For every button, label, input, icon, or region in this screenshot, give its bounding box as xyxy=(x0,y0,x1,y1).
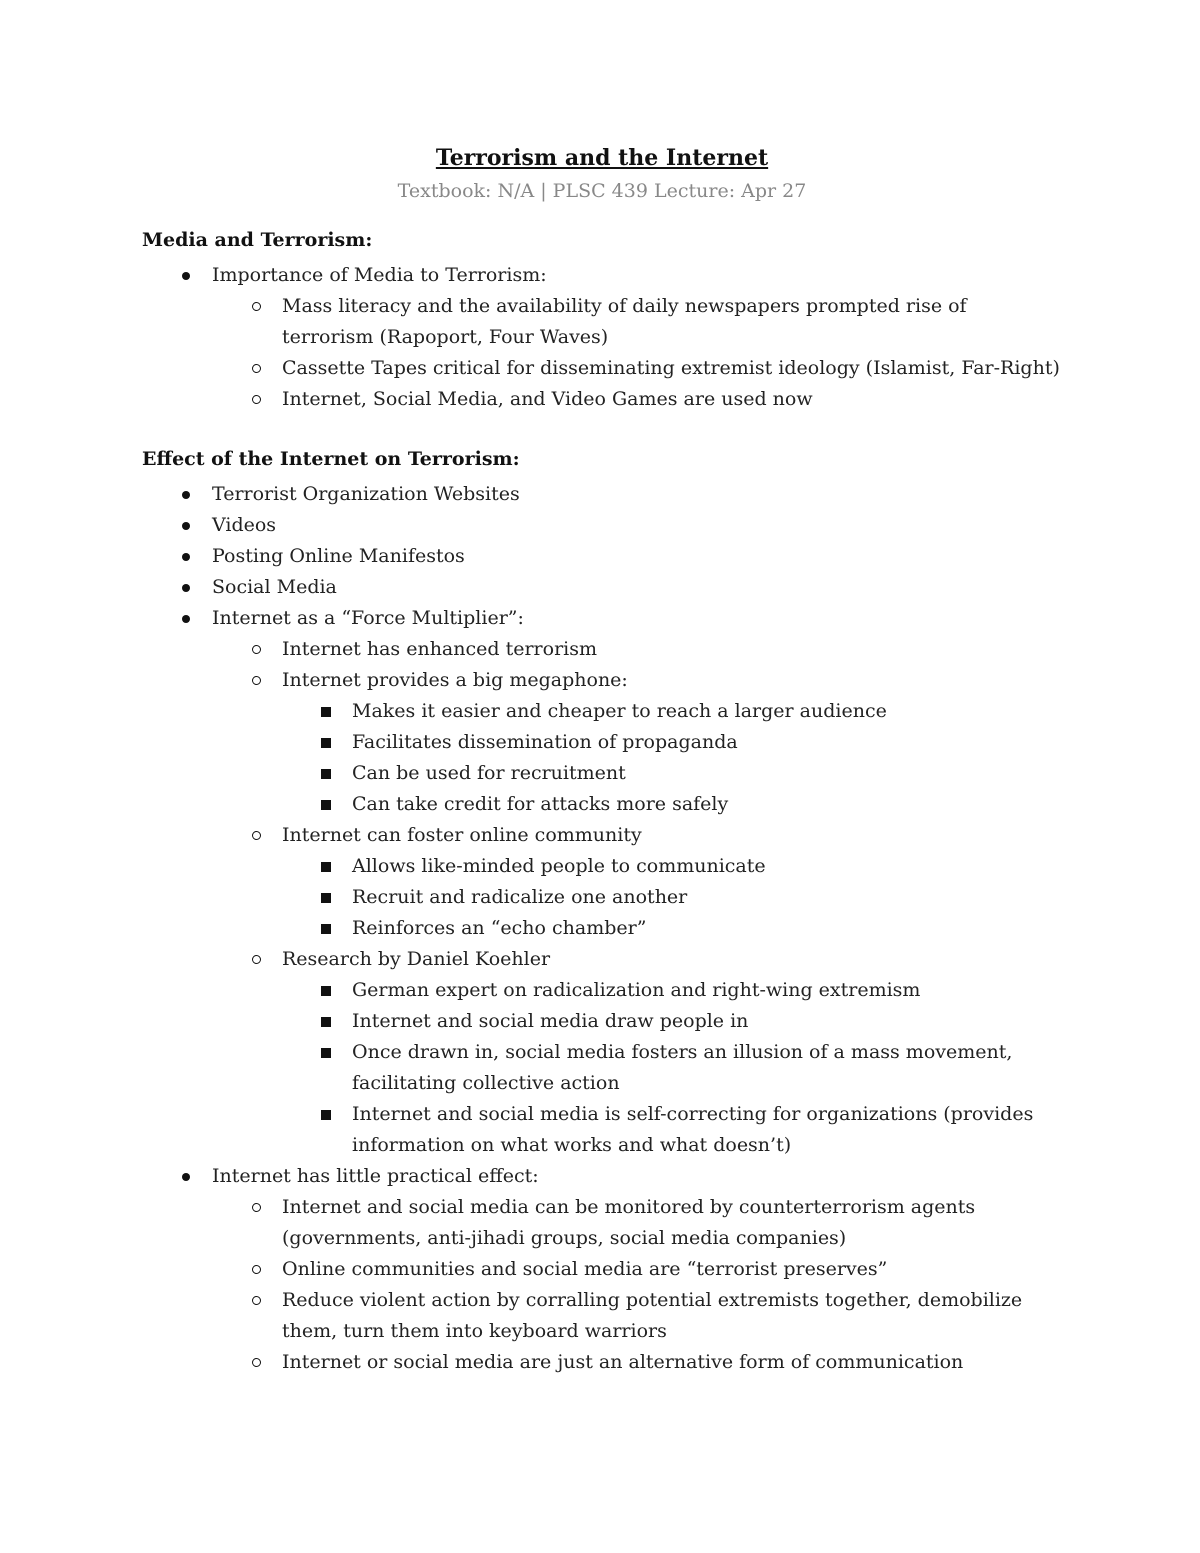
document-title: Terrorism and the Internet xyxy=(435,145,769,171)
list-item xyxy=(282,913,1062,944)
list-item xyxy=(142,260,1062,415)
list-item-text: Can be used for recruitment xyxy=(352,762,626,784)
bullet-circle-icon xyxy=(246,1347,266,1378)
section-heading: Effect of the Internet on Terrorism: xyxy=(142,448,520,470)
list-item xyxy=(142,479,1062,510)
list-item xyxy=(142,603,1062,1161)
bullet-list-level-1 xyxy=(142,479,1062,1378)
bullet-disc-icon xyxy=(176,260,196,291)
list-item-text: Internet and social media can be monitored by counterterrorism agents (governments, anti-jihadi groups, social media companies) xyxy=(282,1196,976,1249)
bullet-square-icon xyxy=(316,696,336,727)
bullet-circle-icon xyxy=(246,291,266,322)
bullet-circle-icon xyxy=(246,353,266,384)
document-subtitle: Textbook: N/A | PLSC 439 Lecture: Apr 27 xyxy=(397,180,807,202)
bullet-square-icon xyxy=(316,1037,336,1068)
list-item xyxy=(282,1037,1062,1099)
bullet-square-icon xyxy=(316,851,336,882)
list-item-text: Cassette Tapes critical for disseminating extremist ideology (Islamist, Far-Right) xyxy=(282,357,1060,379)
list-item-text: Posting Online Manifestos xyxy=(212,545,465,567)
list-item-text: Facilitates dissemination of propaganda xyxy=(352,731,738,753)
bullet-circle-icon xyxy=(246,1285,266,1316)
bullet-square-icon xyxy=(316,975,336,1006)
bullet-disc-icon xyxy=(176,603,196,634)
bullet-square-icon xyxy=(316,1099,336,1130)
list-item xyxy=(212,820,1062,944)
list-item xyxy=(282,727,1062,758)
document-body xyxy=(142,224,1062,1378)
bullet-circle-icon xyxy=(246,1192,266,1223)
list-item xyxy=(142,510,1062,541)
list-item-text: Internet and social media draw people in xyxy=(352,1010,749,1032)
list-item xyxy=(212,353,1062,384)
list-item xyxy=(212,291,1062,353)
list-item-text: Can take credit for attacks more safely xyxy=(352,793,729,815)
list-item xyxy=(282,696,1062,727)
list-item-text: Internet and social media is self-correcting for organizations (provides information on what works and what doesn’t) xyxy=(352,1103,1034,1156)
list-item-text: Social Media xyxy=(212,576,337,598)
list-item xyxy=(282,882,1062,913)
bullet-circle-icon xyxy=(246,384,266,415)
list-item xyxy=(212,665,1062,820)
bullet-square-icon xyxy=(316,913,336,944)
section xyxy=(142,443,1062,1378)
list-item-text: Internet has little practical effect: xyxy=(212,1165,539,1187)
list-item-text: Internet, Social Media, and Video Games are used now xyxy=(282,388,813,410)
bullet-square-icon xyxy=(316,789,336,820)
bullet-list-level-2 xyxy=(142,1192,1062,1378)
section-heading: Media and Terrorism: xyxy=(142,229,373,251)
bullet-circle-icon xyxy=(246,820,266,851)
list-item-text: Online communities and social media are “terrorist preserves” xyxy=(282,1258,888,1280)
list-item xyxy=(212,1254,1062,1285)
list-item xyxy=(282,1006,1062,1037)
list-item xyxy=(212,1285,1062,1347)
bullet-disc-icon xyxy=(176,572,196,603)
bullet-list-level-3 xyxy=(212,851,1062,944)
bullet-square-icon xyxy=(316,882,336,913)
list-item xyxy=(282,758,1062,789)
bullet-circle-icon xyxy=(246,1254,266,1285)
bullet-circle-icon xyxy=(246,665,266,696)
list-item-text: Importance of Media to Terrorism: xyxy=(212,264,547,286)
list-item-text: Internet as a “Force Multiplier”: xyxy=(212,607,524,629)
list-item xyxy=(212,634,1062,665)
bullet-list-level-3 xyxy=(212,696,1062,820)
list-item-text: Internet can foster online community xyxy=(282,824,642,846)
list-item-text: Reduce violent action by corralling potential extremists together, demobilize them, turn them into keyboard warriors xyxy=(282,1289,1023,1342)
list-item-text: Videos xyxy=(212,514,277,536)
list-item xyxy=(282,975,1062,1006)
list-item xyxy=(212,944,1062,1161)
list-item xyxy=(282,851,1062,882)
bullet-disc-icon xyxy=(176,1161,196,1192)
bullet-list-level-3 xyxy=(212,975,1062,1161)
bullet-circle-icon xyxy=(246,944,266,975)
list-item xyxy=(282,789,1062,820)
bullet-list-level-2 xyxy=(142,291,1062,415)
list-item xyxy=(142,1161,1062,1378)
list-item-text: Terrorist Organization Websites xyxy=(212,483,520,505)
bullet-list-level-1 xyxy=(142,260,1062,415)
list-item xyxy=(142,572,1062,603)
list-item xyxy=(282,1099,1062,1161)
list-item xyxy=(212,384,1062,415)
bullet-disc-icon xyxy=(176,541,196,572)
section xyxy=(142,224,1062,415)
bullet-disc-icon xyxy=(176,479,196,510)
list-item-text: German expert on radicalization and right-wing extremism xyxy=(352,979,921,1001)
bullet-disc-icon xyxy=(176,510,196,541)
list-item-text: Mass literacy and the availability of daily newspapers prompted rise of terrorism (Rapoport, Four Waves) xyxy=(282,295,967,348)
list-item-text: Once drawn in, social media fosters an illusion of a mass movement, facilitating collective action xyxy=(352,1041,1013,1094)
bullet-list-level-2 xyxy=(142,634,1062,1161)
bullet-square-icon xyxy=(316,1006,336,1037)
list-item-text: Recruit and radicalize one another xyxy=(352,886,688,908)
list-item-text: Makes it easier and cheaper to reach a larger audience xyxy=(352,700,887,722)
bullet-square-icon xyxy=(316,727,336,758)
list-item xyxy=(212,1192,1062,1254)
document-page xyxy=(142,140,1062,1378)
list-item-text: Internet has enhanced terrorism xyxy=(282,638,597,660)
list-item-text: Reinforces an “echo chamber” xyxy=(352,917,647,939)
list-item-text: Internet provides a big megaphone: xyxy=(282,669,628,691)
list-item-text: Research by Daniel Koehler xyxy=(282,948,551,970)
list-item-text: Allows like-minded people to communicate xyxy=(352,855,766,877)
list-item-text: Internet or social media are just an alternative form of communication xyxy=(282,1351,964,1373)
list-item xyxy=(142,541,1062,572)
bullet-circle-icon xyxy=(246,634,266,665)
list-item xyxy=(212,1347,1062,1378)
bullet-square-icon xyxy=(316,758,336,789)
